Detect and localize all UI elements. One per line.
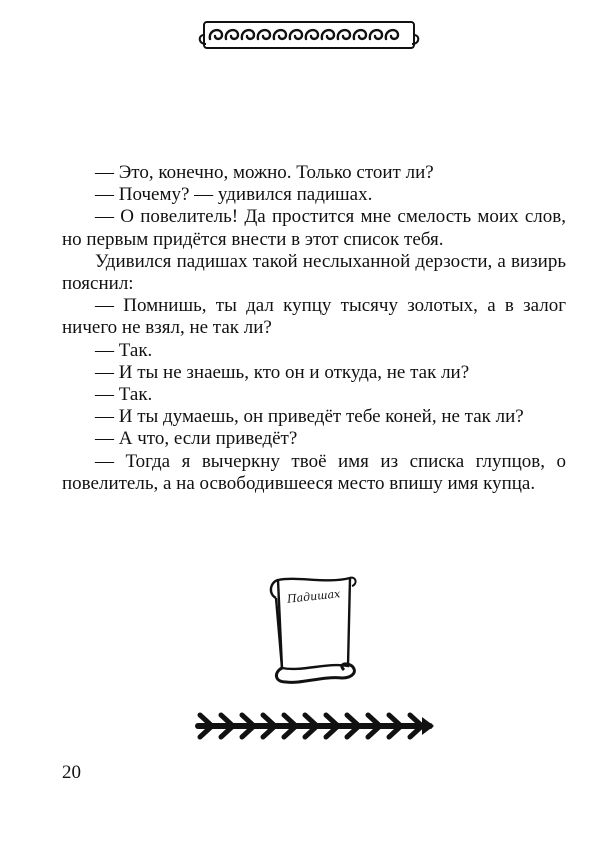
paragraph: — Помнишь, ты дал купцу тысячу золотых, а в залог ничего не взял, не так ли? bbox=[62, 295, 566, 339]
paragraph: — Так. bbox=[95, 339, 153, 361]
paragraph: Удивился падишах такой неслыханной дерзости, а визирь пояснил: bbox=[62, 250, 566, 295]
bottom-ornament-icon bbox=[194, 711, 436, 741]
paper-scroll-icon bbox=[262, 572, 360, 688]
paragraph: — И ты думаешь, он приведёт тебе коней, не так ли? bbox=[95, 406, 524, 428]
paragraph: — О повелитель! Да простится мне смелость моих слов, но первым придётся внести в этот список тебя. bbox=[62, 206, 566, 250]
paragraph: — Это, конечно, можно. Только стоит ли? bbox=[95, 162, 434, 183]
top-ornament-icon bbox=[198, 14, 420, 56]
paragraph: — Так. bbox=[95, 384, 153, 406]
paragraph: — А что, если приведёт? bbox=[95, 428, 298, 450]
page-number: 20 bbox=[62, 762, 81, 783]
paragraph: — Почему? — удивился падишах. bbox=[95, 184, 373, 206]
paragraph: — И ты не знаешь, кто он и откуда, не так ли? bbox=[95, 361, 470, 383]
story-text bbox=[62, 162, 566, 495]
scroll-label: Падишах bbox=[286, 587, 341, 606]
paragraph: — Тогда я вычеркну твоё имя из списка глупцов, о повелитель, а на освободившееся место впишу имя купца. bbox=[62, 450, 566, 494]
